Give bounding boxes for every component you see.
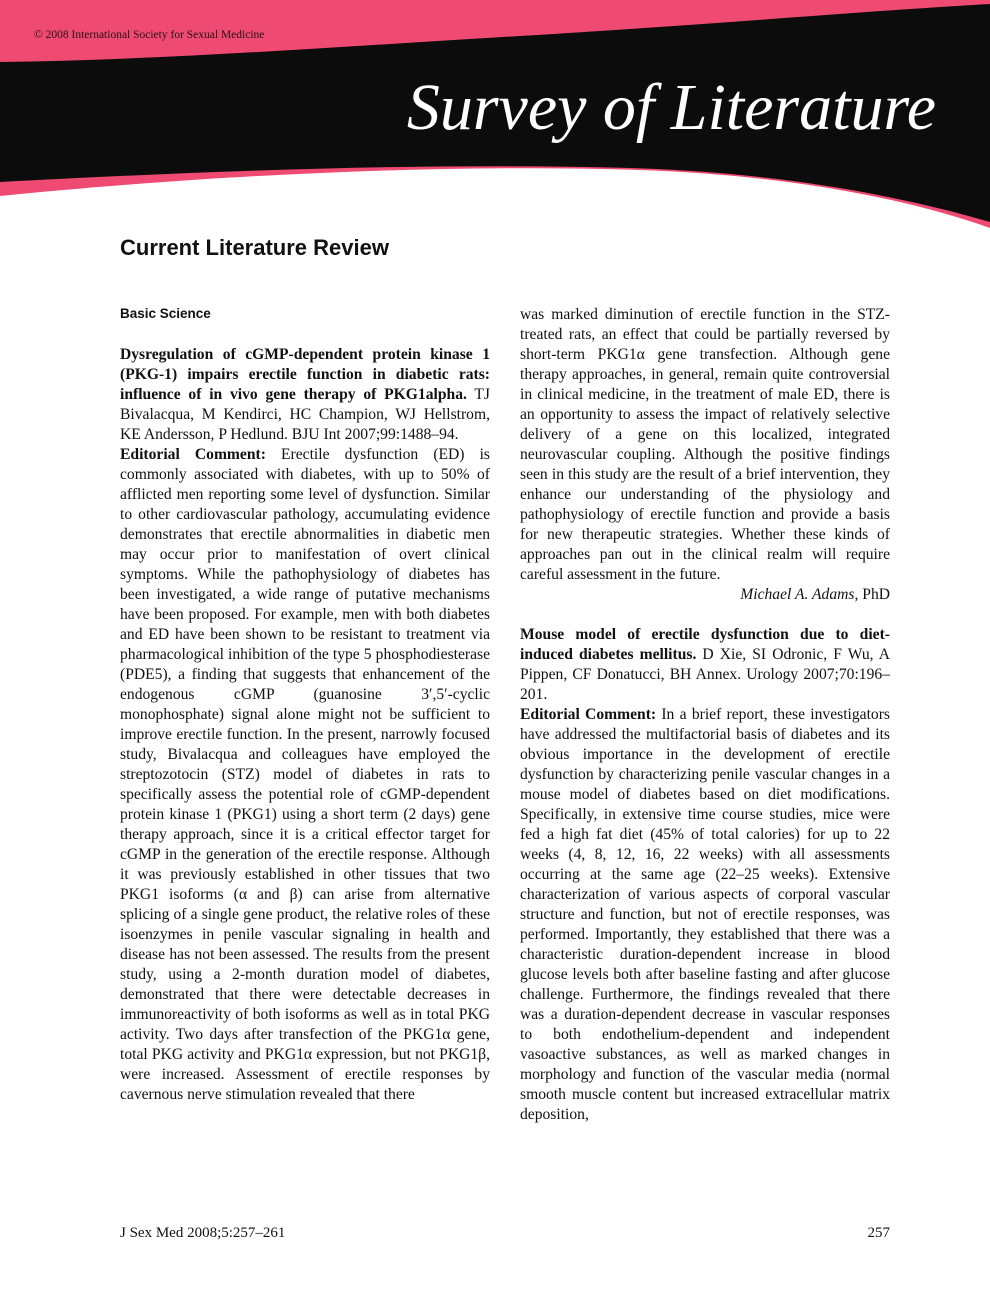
signature-degree: , PhD <box>854 586 890 603</box>
article1-comment-continued: was marked diminution of erectile function in the STZ-treated rats, an effect that could be partially reversed by short-term PKG1α gene transfection. Although gene therapy approaches, in general, remain quite controversial in clinical medicine, in the treatment of male ED, there is an opportunity to assess the impact of relatively selective delivery of a gene on this localized, integrated neurovascular coupling. Although the positive findings seen in this study are the result of a brief intervention, they enhance our understanding of the physiology and pathophysiology of erectile function and provide a basis for new therapeutic strategies. Whether these kinds of approaches pan out in the clinical realm will require careful assessment in the future. <box>520 306 890 583</box>
article1-signature <box>520 585 890 605</box>
article2-comment-label: Editorial Comment: <box>520 706 657 723</box>
article1-comment <box>120 445 490 1105</box>
article2-comment <box>520 705 890 1125</box>
banner-title: Survey of Literature <box>406 71 936 144</box>
footer-page-number: 257 <box>867 1225 890 1241</box>
left-column <box>120 345 490 1105</box>
copyright-notice: © 2008 International Society for Sexual Medicine <box>34 29 265 41</box>
article2-reference <box>520 625 890 705</box>
article2-citation: D Xie, SI Odronic, F Wu, A Pippen, CF Donatucci, BH Annex. Urology 2007;70:196–201. <box>520 646 891 703</box>
article2-title: Mouse model of erectile dysfunction due to diet-induced diabetes mellitus. <box>520 626 890 663</box>
article1-title: Dysregulation of cGMP-dependent protein kinase 1 (PKG-1) impairs erectile function in diabetic rats: influence of in vivo gene therapy of PKG1alpha. <box>120 346 490 403</box>
signature-name: Michael A. Adams <box>740 586 855 603</box>
section-title: Current Literature Review <box>120 235 389 260</box>
article1-reference <box>120 345 490 445</box>
article1-comment-text: Erectile dysfunction (ED) is commonly associated with diabetes, with up to 50% of afflicted men reporting some level of dysfunction. Similar to other cardiovascular pathology, accumulating evidence demonstrates that erectile abnormalities in diabetic men may occur prior to manifestation of overt clinical symptoms. While the pathophysiology of diabetes has been investigated, a wide range of putative mechanisms have been proposed. For example, men with both diabetes and ED have been shown to be resistant to treatment via pharmacological inhibition of the type 5 phosphodiesterase (PDE5), a finding that suggests that enhancement of the endogenous cGMP (guanosine 3′,5′-cyclic monophosphate) signal alone might not be sufficient to improve erectile function. In the present, narrowly focused study, Bivalacqua and colleagues have employed the streptozotocin (STZ) model of diabetes in rats to specifically assess the potential role of cGMP-dependent protein kinase 1 (PKG1) using a short term (2 days) gene therapy approach, since it is a critical effector target for cGMP in the generation of the erectile response. Although it was previously established in other tissues that two PKG1 isoforms (α and β) can arise from alternative splicing of a single gene product, the relative roles of these isoenzymes in penile vascular signaling in health and disease has not been assessed. The results from the present study, using a 2-month duration model of diabetes, demonstrated that there were detectable decreases in immunoreactivity of both isoforms as well as in total PKG activity. Two days after transfection of the PKG1α gene, total PKG activity and PKG1α expression, but not PKG1β, were increased. Assessment of erectile responses by cavernous nerve stimulation revealed that there <box>120 446 490 1103</box>
footer-journal: J Sex Med 2008;5:257–261 <box>120 1225 286 1241</box>
article2-comment-text: In a brief report, these investigators have addressed the multifactorial basis of diabetes and its obvious importance in the development of erectile dysfunction by characterizing penile vascular changes in a mouse model of diabetes based on diet modifications. Specifically, in extensive time course studies, mice were fed a high fat diet (45% of total calories) for up to 22 weeks (4, 8, 12, 16, 22 weeks) with all assessments occurring at the same age (22–25 weeks). Extensive characterization of various aspects of corporal vascular structure and function, but not of erectile responses, was performed. Importantly, they established that there was a characteristic duration-dependent increase in blood glucose levels both after baseline fasting and after glucose challenge. Furthermore, the findings revealed that there was a duration-dependent decrease in vascular responses to both endothelium-dependent and independent vasoactive substances, as well as marked changes in morphology and function of the vascular media (normal smooth muscle content but increased extracellular matrix deposition, <box>520 706 890 1123</box>
right-column <box>520 305 890 1125</box>
article1-comment-label: Editorial Comment: <box>120 446 266 463</box>
subsection-heading: Basic Science <box>120 306 211 321</box>
article1-citation: TJ Bivalacqua, M Kendirci, HC Champion, WJ Hellstrom, KE Andersson, P Hedlund. BJU Int 2007;99:1488–94. <box>120 386 491 443</box>
